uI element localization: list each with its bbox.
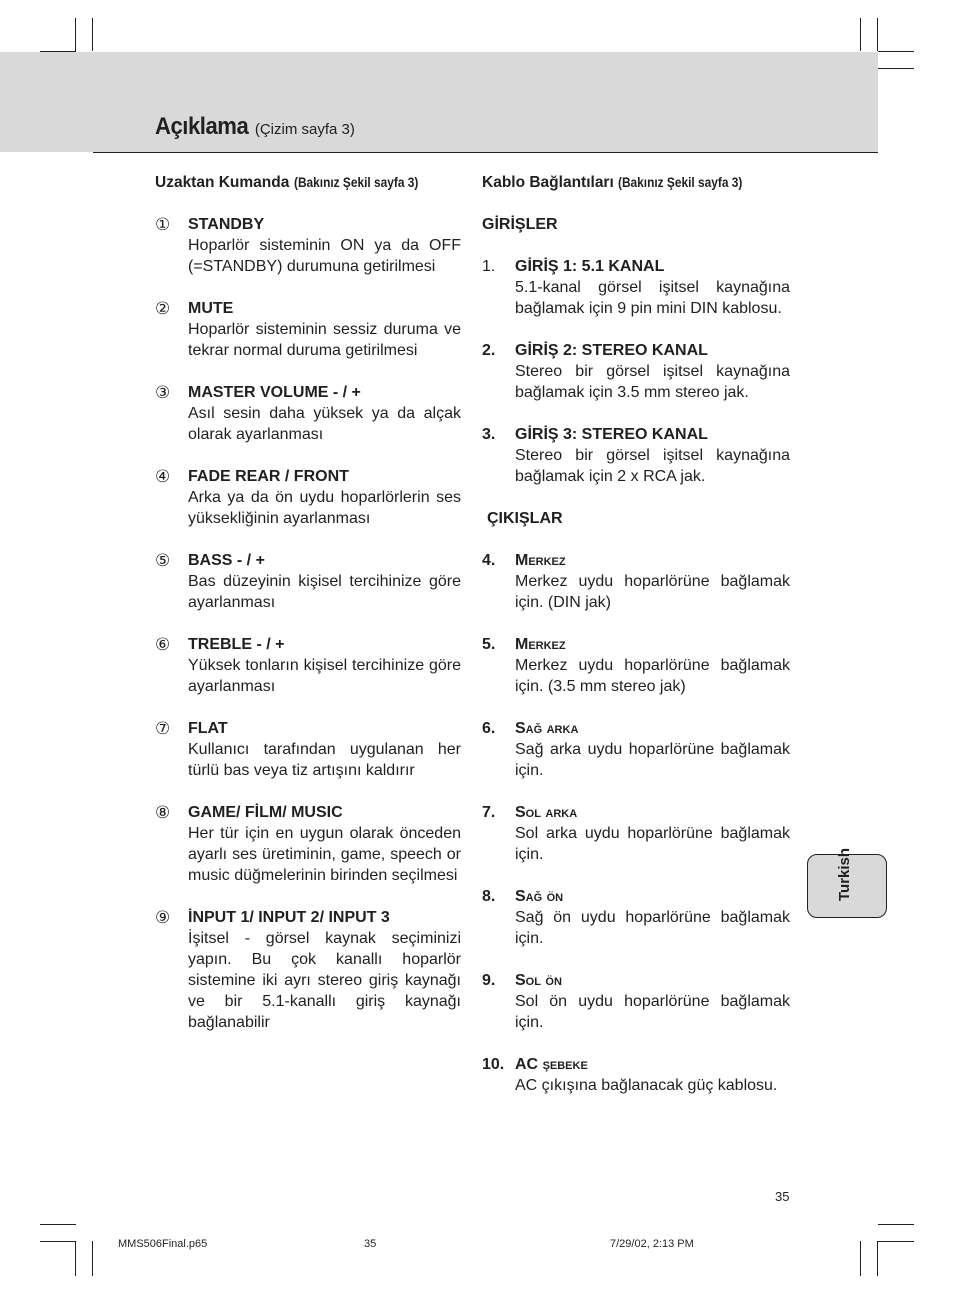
item-description: Sol ön uydu hoparlörüne bağlamak için.: [515, 993, 790, 1031]
crop-mark: [877, 1241, 878, 1276]
cable-connections-heading-text: Kablo Bağlantıları: [482, 174, 614, 191]
page-title: [155, 113, 355, 141]
item-number: 4.: [482, 552, 496, 569]
item-number: 8.: [482, 888, 496, 905]
item-description: İşitsel - görsel kaynak seçiminizi yapın. Bu çok kanallı hoparlör sistemine iki ayrı stereo giriş kaynağı ve bir 5.1-kanallı giriş kaynağı bağlanabilir: [188, 930, 461, 1031]
item-title: FADE REAR / FRONT: [188, 468, 349, 485]
off-label: OFF: [429, 237, 461, 254]
item-title: Sol arka: [515, 804, 578, 821]
cable-connections-heading: [482, 172, 790, 193]
item-description: Hoparlör sisteminin sessiz duruma ve tekrar normal duruma getirilmesi: [188, 321, 461, 359]
standby-desc-text: ) durumuna getirilmesi: [277, 258, 436, 275]
item-title: Merkez: [515, 552, 566, 569]
crop-mark: [92, 1241, 93, 1276]
item-title: TREBLE - / +: [188, 636, 285, 653]
remote-item-standby: [155, 214, 461, 277]
cable-connections-column: [482, 172, 790, 1117]
item-title: Sağ arka: [515, 720, 579, 737]
item-description: Yüksek tonların kişisel tercihinize göre ayarlanması: [188, 657, 461, 695]
standby-desc-text: ya da: [364, 237, 429, 254]
remote-item-game-film-music: [155, 802, 461, 886]
standby-label: STANDBY: [202, 258, 278, 275]
remote-item-treble: [155, 634, 461, 697]
item-description: Merkez uydu hoparlörüne bağlamak için. (DIN jak): [515, 573, 790, 611]
item-description: Sol arka uydu hoparlörüne bağlamak için.: [515, 825, 790, 863]
input-item: [482, 340, 790, 403]
item-number: ⑤: [155, 551, 171, 570]
item-description: Stereo bir görsel işitsel kaynağına bağlamak için 2 x RCA jak.: [515, 447, 790, 485]
inputs-heading: GİRİŞLER: [482, 216, 558, 233]
crop-mark: [92, 18, 93, 51]
page-title-main: Açıklama: [155, 113, 249, 140]
item-title: MUTE: [188, 300, 234, 317]
output-item: [482, 550, 790, 613]
item-title: BASS - / +: [188, 552, 265, 569]
remote-control-heading-ref: (Bakınız Şekil sayfa 3): [293, 174, 419, 190]
crop-mark: [40, 1241, 76, 1242]
language-tab-label: Turkish: [836, 847, 853, 901]
header-band: [0, 52, 878, 152]
crop-mark: [878, 1224, 914, 1225]
item-number: 1.: [482, 258, 496, 275]
remote-control-heading-text: Uzaktan Kumanda: [155, 174, 290, 191]
remote-item-mute: [155, 298, 461, 361]
input-item: [482, 256, 790, 319]
header-rule: [93, 152, 878, 153]
item-number: ⑧: [155, 803, 171, 822]
item-title: Sol ön: [515, 972, 562, 989]
item-title: Sağ ön: [515, 888, 564, 905]
item-description: Kullanıcı tarafından uygulanan her türlü bas veya tiz artışını kaldırır: [188, 741, 461, 779]
item-number: 6.: [482, 720, 496, 737]
item-description: [188, 235, 461, 277]
footer-filename: MMS506Final.p65: [118, 1238, 208, 1250]
item-number: 10.: [482, 1056, 505, 1073]
item-description: Asıl sesin daha yüksek ya da alçak olarak ayarlanması: [188, 405, 461, 443]
page-title-subtitle: (Çizim sayfa 3): [254, 121, 355, 138]
cable-connections-heading-ref: (Bakınız Şekil sayfa 3): [618, 174, 743, 190]
footer-page: 35: [364, 1238, 377, 1250]
outputs-heading: ÇIKIŞLAR: [487, 510, 563, 527]
remote-item-flat: [155, 718, 461, 781]
item-number: 5.: [482, 636, 496, 653]
input-item: [482, 424, 790, 487]
item-title: GİRİŞ 2: STEREO KANAL: [515, 342, 708, 359]
remote-control-heading: [155, 172, 461, 193]
item-title: FLAT: [188, 720, 228, 737]
crop-mark: [877, 18, 878, 51]
item-number: 2.: [482, 342, 496, 359]
item-title: STANDBY: [188, 216, 265, 233]
item-number: ①: [155, 215, 171, 234]
output-item: [482, 970, 790, 1033]
remote-control-column: [155, 172, 461, 1054]
item-description: 5.1-kanal görsel işitsel kaynağına bağlamak için 9 pin mini DIN kablosu.: [515, 279, 790, 317]
item-number: ④: [155, 467, 171, 486]
footer-date: 7/29/02, 2:13 PM: [610, 1238, 694, 1250]
item-title: MASTER VOLUME - / +: [188, 384, 361, 401]
item-number: 3.: [482, 426, 496, 443]
language-tab: [807, 847, 887, 918]
page-number: 35: [775, 1189, 790, 1204]
item-title: GAME/ FİLM/ MUSIC: [188, 804, 343, 821]
item-number: ⑨: [155, 908, 171, 927]
output-item: [482, 886, 790, 949]
item-description: Arka ya da ön uydu hoparlörlerin ses yüksekliğinin ayarlanması: [188, 489, 461, 527]
crop-mark: [878, 51, 914, 52]
item-description: Sağ arka uydu hoparlörüne bağlamak için.: [515, 741, 790, 779]
crop-mark: [878, 68, 914, 69]
item-title: GİRİŞ 1: 5.1 KANAL: [515, 258, 665, 275]
crop-mark: [75, 18, 76, 51]
item-number: 7.: [482, 804, 496, 821]
item-number: ⑦: [155, 719, 171, 738]
item-number: ③: [155, 383, 171, 402]
crop-mark: [860, 18, 861, 51]
standby-desc-text: Hoparlör sisteminin: [188, 237, 341, 254]
item-description: Bas düzeyinin kişisel tercihinize göre ayarlanması: [188, 573, 461, 611]
item-description: AC çıkışına bağlanacak güç kablosu.: [515, 1077, 778, 1094]
item-description: Merkez uydu hoparlörüne bağlamak için. (3.5 mm stereo jak): [515, 657, 790, 695]
on-label: ON: [340, 237, 365, 254]
standby-desc-text: (=: [188, 258, 203, 275]
remote-item-bass: [155, 550, 461, 613]
remote-item-fade: [155, 466, 461, 529]
item-description: Her tür için en uygun olarak önceden ayarlı ses üretiminin, game, speech or music düğmelerinin birinden seçilmesi: [188, 825, 461, 884]
item-number: 9.: [482, 972, 496, 989]
crop-mark: [75, 1241, 76, 1276]
item-number: ⑥: [155, 635, 171, 654]
remote-item-input: [155, 907, 461, 1033]
output-item: [482, 802, 790, 865]
crop-mark: [40, 1224, 76, 1225]
item-description: Stereo bir görsel işitsel kaynağına bağlamak için 3.5 mm stereo jak.: [515, 363, 790, 401]
item-description: Sağ ön uydu hoparlörüne bağlamak için.: [515, 909, 790, 947]
output-item: [482, 718, 790, 781]
item-title: İNPUT 1/ INPUT 2/ INPUT 3: [188, 909, 390, 926]
item-title: GİRİŞ 3: STEREO KANAL: [515, 426, 708, 443]
item-title: [515, 1054, 790, 1075]
item-number: ②: [155, 299, 171, 318]
item-title: Merkez: [515, 636, 566, 653]
crop-mark: [878, 1241, 914, 1242]
remote-item-master-volume: [155, 382, 461, 445]
ac-title: AC: [515, 1056, 539, 1073]
crop-mark: [860, 1241, 861, 1276]
output-item: [482, 634, 790, 697]
output-item-ac: [482, 1054, 790, 1096]
ac-title-suffix: şebeke: [542, 1056, 588, 1073]
